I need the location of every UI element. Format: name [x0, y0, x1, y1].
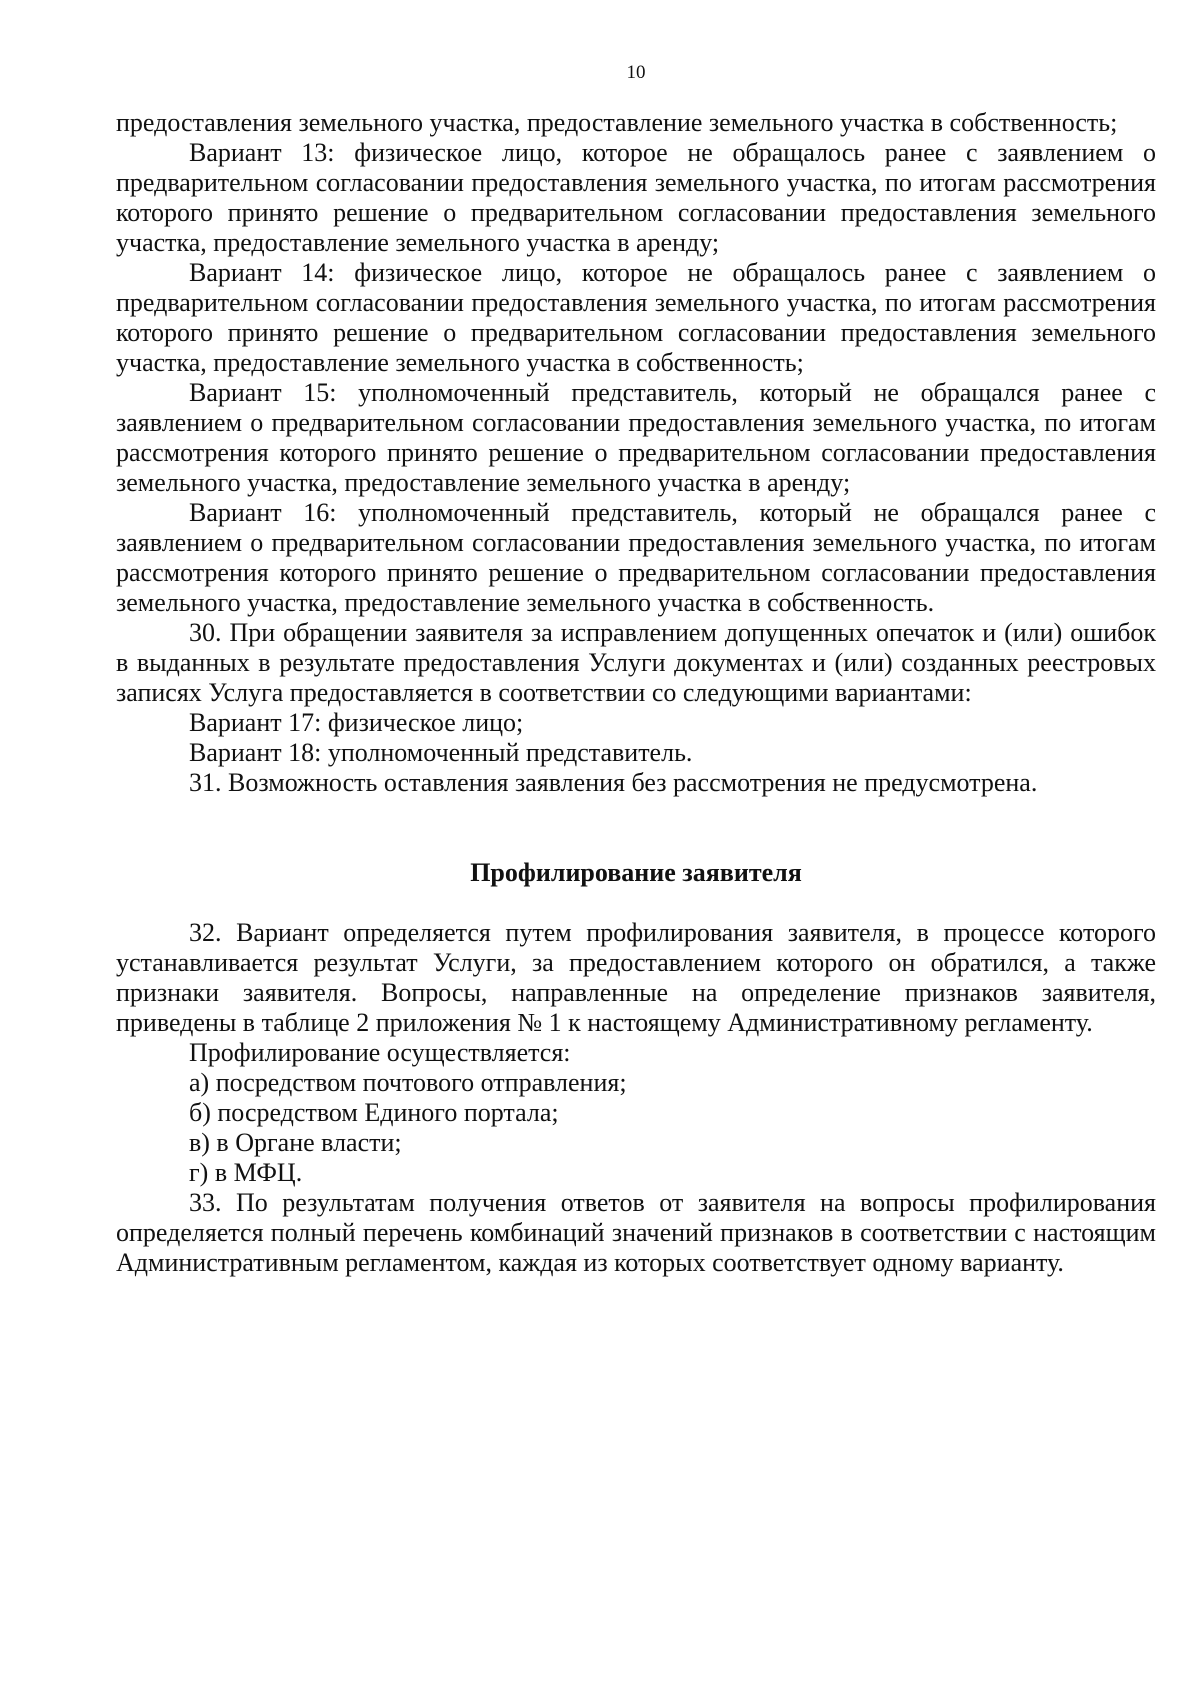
page-number: 10 — [626, 62, 646, 83]
section-heading: Профилирование заявителя — [470, 858, 802, 887]
paragraph-variant-18: Вариант 18: уполномоченный представитель. — [189, 738, 693, 767]
paragraph-continuation: предоставления земельного участка, предоставление земельного участка в собственность; — [116, 108, 1118, 137]
document-page — [116, 62, 1156, 1278]
paragraph-33: 33. По результатам получения ответов от заявителя на вопросы профилирования определяется полный перечень комбинаций значений признаков в соответствии с настоящим Административным регламентом, каждая из которых соответствует одному варианту. — [116, 1188, 1156, 1277]
paragraph-variant-14: Вариант 14: физическое лицо, которое не обращалось ранее с заявлением о предварительном согласовании предоставления земельного участка, по итогам рассмотрения которого принято решение о предварительном согласовании предоставления земельного участка, предоставление земельного участка в собственность; — [116, 258, 1156, 377]
list-item-v: в) в Органе власти; — [189, 1128, 402, 1157]
paragraph-profiling-intro: Профилирование осуществляется: — [189, 1038, 571, 1067]
top-section — [116, 108, 1156, 798]
paragraph-variant-16: Вариант 16: уполномоченный представитель, который не обращался ранее с заявлением о предварительном согласовании предоставления земельного участка, по итогам рассмотрения которого принято решение о предварительном согласовании предоставления земельного участка, предоставление земельного участка в собственность. — [116, 498, 1156, 617]
list-item-b: б) посредством Единого портала; — [189, 1098, 559, 1127]
list-item-a: а) посредством почтового отправления; — [189, 1068, 627, 1097]
paragraph-32: 32. Вариант определяется путем профилирования заявителя, в процессе которого устанавливается результат Услуги, за предоставлением которого он обратился, а также признаки заявителя. Вопросы, направленные на определение признаков заявителя, приведены в таблице 2 приложения № 1 к настоящему Административному регламенту. — [116, 918, 1156, 1037]
paragraph-variant-15: Вариант 15: уполномоченный представитель, который не обращался ранее с заявлением о предварительном согласовании предоставления земельного участка, по итогам рассмотрения которого принято решение о предварительном согласовании предоставления земельного участка, предоставление земельного участка в аренду; — [116, 378, 1156, 497]
paragraph-30: 30. При обращении заявителя за исправлением допущенных опечаток и (или) ошибок в выданных в результате предоставления Услуги документах и (или) созданных реестровых записях Услуга предоставляется в соответствии со следующими вариантами: — [116, 618, 1156, 707]
paragraph-variant-13: Вариант 13: физическое лицо, которое не обращалось ранее с заявлением о предварительном согласовании предоставления земельного участка, по итогам рассмотрения которого принято решение о предварительном согласовании предоставления земельного участка, предоставление земельного участка в аренду; — [116, 138, 1156, 257]
paragraph-variant-17: Вариант 17: физическое лицо; — [189, 708, 524, 737]
bottom-section — [116, 918, 1156, 1278]
paragraph-31: 31. Возможность оставления заявления без рассмотрения не предусмотрена. — [189, 768, 1038, 797]
list-item-g: г) в МФЦ. — [189, 1158, 303, 1187]
